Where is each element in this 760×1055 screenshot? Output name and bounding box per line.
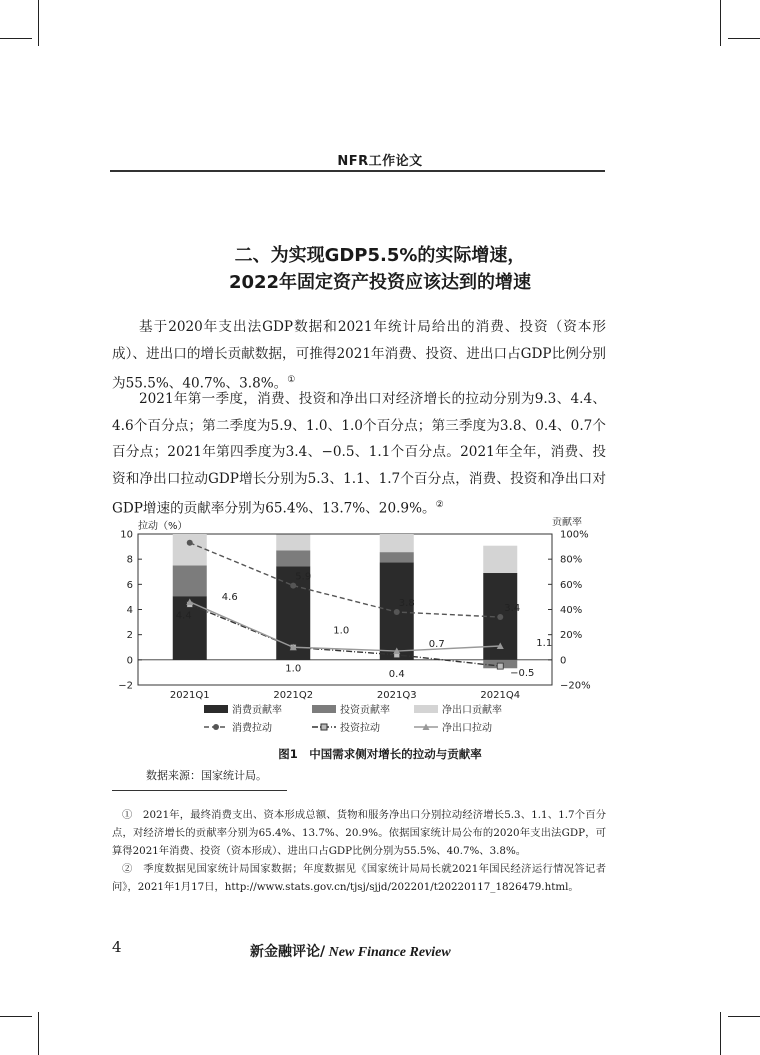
- category-label: 2021Q2: [273, 690, 314, 701]
- legend-label: 消费拉动: [232, 723, 272, 734]
- left-tick-label: 0: [126, 655, 133, 667]
- left-axis-label: 拉动（%）: [138, 521, 188, 532]
- right-tick-label: 20%: [560, 630, 583, 642]
- left-tick-label: 4: [126, 605, 133, 616]
- figure-1: [112, 517, 606, 743]
- line-marker-square: [497, 663, 503, 669]
- paragraph-1-text: 基于2020年支出法GDP数据和2021年统计局给出的消费、投资（资本形成）、进出口的增长贡献数据，可推得2021年消费、投资、进出口占GDP比例分别为55.5%、40.7%、3.8%。: [112, 319, 606, 392]
- page-number: 4: [112, 938, 122, 956]
- left-tick-label: 2: [126, 630, 133, 642]
- bar-segment: [173, 565, 207, 596]
- line-value-label: 1.1: [536, 637, 553, 649]
- crop-mark: [728, 38, 760, 39]
- footnote-ref-2[interactable]: ②: [435, 500, 444, 510]
- left-tick-label: 10: [120, 529, 133, 541]
- left-tick-label: 6: [126, 579, 133, 591]
- line-value-label: 5.9: [295, 571, 312, 583]
- crop-mark: [38, 0, 39, 46]
- line-value-label: 3.8: [398, 598, 415, 610]
- legend-marker: [321, 724, 327, 730]
- legend-label: 投资贡献率: [340, 705, 390, 716]
- line-value-label: −0.5: [510, 668, 535, 680]
- right-tick-label: −20%: [560, 680, 591, 692]
- crop-mark: [720, 0, 721, 46]
- crop-mark: [720, 1012, 721, 1055]
- section-title-line-1: 二、为实现GDP5.5%的实际增速，: [234, 245, 526, 266]
- footnote-1: ① 2021年，最终消费支出、资本形成总额、货物和服务净出口分别拉动经济增长5.3、1.1、1.7个百分点，对经济增长的贡献率分别为65.4%、13.7%、20.9%。依据国家统计局公布的2020年支出法GDP，可算得2021年消费、投资（资本形成）、进出口占GDP比例分别为55.5%、40.7%、3.8%。: [112, 809, 606, 857]
- legend-label: 投资拉动: [340, 723, 380, 734]
- category-label: 2021Q4: [480, 690, 521, 701]
- crop-mark: [728, 1016, 760, 1017]
- line-value-label: 4.4: [175, 610, 192, 622]
- header-rule: [110, 170, 605, 172]
- section-title-line-2: 2022年固定资产投资应该达到的增速: [228, 272, 532, 293]
- line-value-label: 1.0: [333, 625, 350, 637]
- bar-segment: [276, 550, 310, 566]
- legend-swatch: [312, 705, 336, 713]
- bar-segment: [380, 552, 414, 562]
- running-header: NFR工作论文: [337, 154, 423, 169]
- left-tick-label: −2: [118, 680, 133, 692]
- line-value-label: 1.0: [285, 663, 302, 675]
- right-tick-label: 60%: [560, 579, 583, 591]
- journal-title-en: New Finance Review: [325, 945, 451, 960]
- data-source: 数据来源：国家统计局。: [146, 769, 267, 782]
- line-value-label: 0.7: [428, 639, 445, 651]
- right-tick-label: 0: [560, 655, 567, 667]
- footnote-ref-1[interactable]: ①: [287, 375, 296, 385]
- line-value-label: 4.6: [221, 591, 238, 603]
- line-series: [190, 543, 501, 617]
- legend-label: 净出口贡献率: [442, 705, 502, 716]
- crop-mark: [0, 1016, 32, 1017]
- bar-segment: [276, 535, 310, 551]
- right-tick-label: 40%: [560, 605, 583, 616]
- left-tick-label: 8: [126, 554, 133, 566]
- right-tick-label: 100%: [560, 529, 589, 541]
- legend-marker: [213, 724, 219, 730]
- paragraph-2-text: 2021年第一季度，消费、投资和净出口对经济增长的拉动分别为9.3、4.4、4.6个百分点；第二季度为5.9、1.0、1.0个百分点；第三季度为3.8、0.4、0.7个百分点；2021年第四季度为3.4、−0.5、1.1个百分点。2021年全年，消费、投资和净出口拉动GDP增长分别为5.3、1.1、1.7个百分点，消费、投资和净出口对GDP增速的贡献率分别为65.4%、13.7%、20.9%。: [112, 391, 606, 517]
- journal-title-cn: 新金融评论/: [250, 944, 326, 960]
- legend-label: 净出口拉动: [442, 723, 492, 734]
- line-marker-circle: [497, 614, 503, 620]
- right-tick-label: 80%: [560, 554, 583, 566]
- bar-segment: [483, 546, 517, 573]
- footnote-2: ② 季度数据见国家统计局国家数据；年度数据见《国家统计局局长就2021年国民经济运行情况答记者问》，2021年1月17日，http://www.stats.gov.cn/tjsj/sjjd/202201/t20220117_1826479.html。: [112, 863, 606, 893]
- figure-caption: 图1 中国需求侧对增长的拉动与贡献率: [278, 747, 482, 761]
- demand-contribution-chart: [112, 517, 606, 743]
- journal-title: [250, 941, 451, 961]
- right-axis-label: 贡献率: [552, 517, 582, 528]
- line-marker-circle: [290, 583, 296, 589]
- paragraph-1: [112, 314, 606, 397]
- line-marker-circle: [394, 609, 400, 615]
- legend-swatch: [204, 705, 228, 713]
- category-label: 2021Q1: [169, 690, 210, 701]
- line-marker-circle: [187, 540, 193, 546]
- line-value-label: 0.4: [388, 668, 405, 680]
- paragraph-2: [112, 386, 606, 522]
- bar-segment: [173, 534, 207, 565]
- crop-mark: [0, 38, 32, 39]
- crop-mark: [38, 1012, 39, 1055]
- line-value-label: 3.4: [504, 603, 521, 615]
- legend-swatch: [414, 705, 438, 713]
- legend-label: 消费贡献率: [232, 705, 282, 716]
- bar-segment: [380, 534, 414, 552]
- footnote-rule: [112, 790, 287, 791]
- category-label: 2021Q3: [376, 690, 417, 701]
